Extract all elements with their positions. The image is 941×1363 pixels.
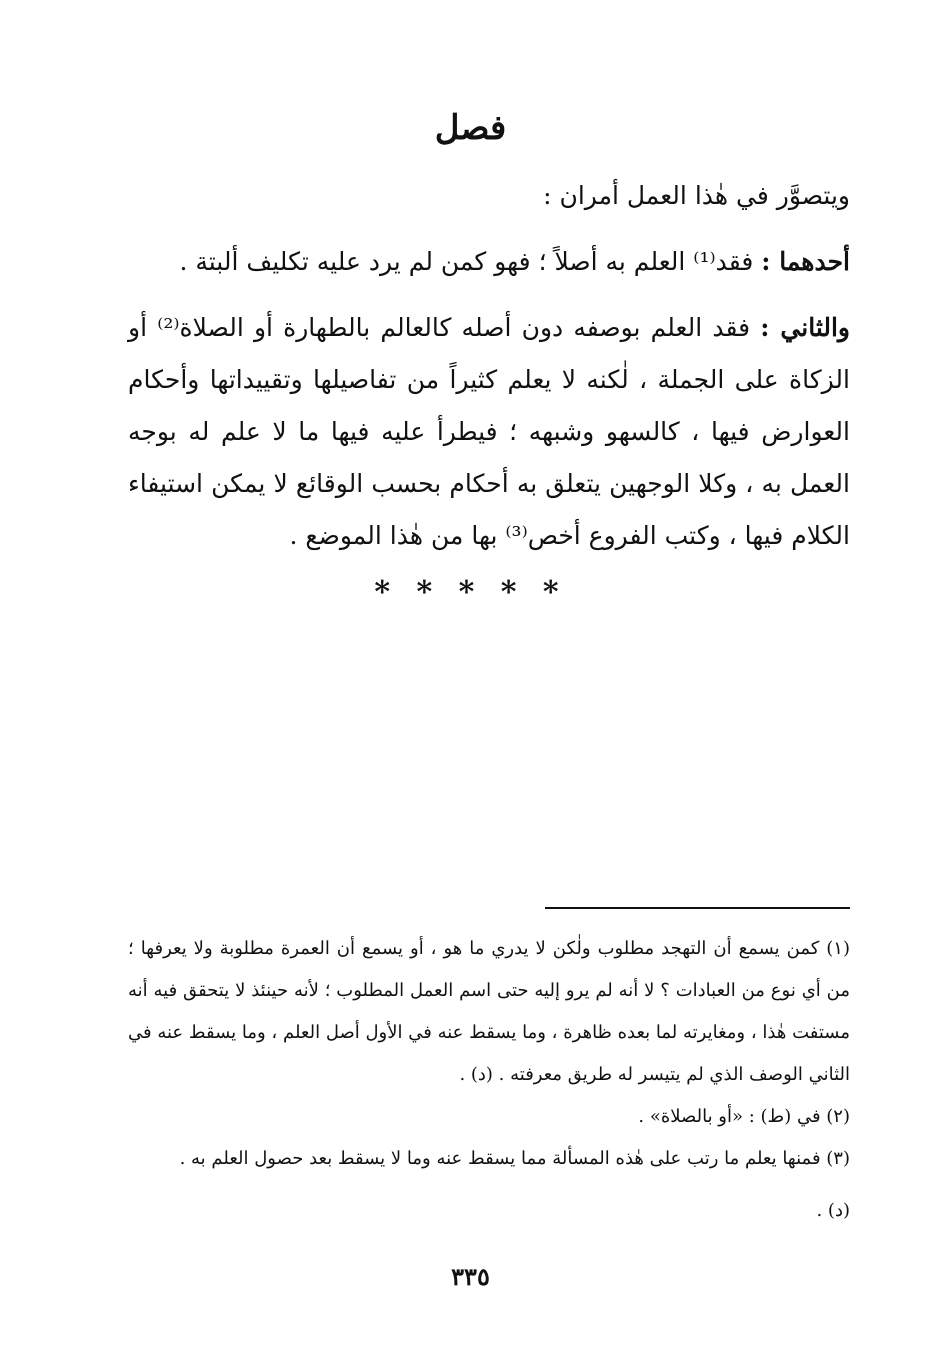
footnote-2: (٢) في (ط) : «أو بالصلاة» . [638,1106,850,1127]
second-matter-text: فقد العلم بوصفه دون أصله كالعالم بالطهارة أو الصلاة⁽²⁾ أو الزكاة على الجملة ، لٰكنه لا يعلم كثيراً من تفاصيلها وتقييداتها وأحكام العوارض فيها ، كالسهو وشبهه ؛ فيطرأ عليه فيها ما لا علم له بوجه العمل به ، وكلا الوجهين يتعلق به أحكام بحسب الوقائع لا يمكن استيفاء الكلام فيها ، وكتب الفروع أخص⁽³⁾ بها من هٰذا الموضع . [128,313,850,550]
page-number: ٣٣٥ [451,1262,490,1291]
second-matter-lead: والثاني : [760,313,850,342]
second-matter-paragraph [128,302,850,562]
intro-paragraph: ويتصوَّر في هٰذا العمل أمران : [543,181,850,210]
first-matter-lead: أحدهما : [761,247,850,276]
first-matter-text: فقد⁽¹⁾ العلم به أصلاً ؛ فهو كمن لم يرد عليه تكليف ألبتة . [179,247,762,276]
footnote-1: (١) كمن يسمع أن التهجد مطلوب ولٰكن لا يدري ما هو ، أو يسمع أن العمرة مطلوبة ولا يعرفها ؛ من أي نوع من العبادات ؟ لا أنه لم يرو إليه حتى اسم العمل المطلوب ؛ لأنه حينئذ لا يتحقق فيه أنه مستفت هٰذا ، ومغايرته لما بعده ظاهرة ، وما يسقط عنه في الأول أصل العلم ، وما يسقط عنه في الثاني الوصف الذي لم يتيسر له طريق معرفته . (د) . [128,938,850,1085]
main-text [128,170,850,576]
section-separator: * * * * * [374,575,567,610]
footnote-3: (٣) فمنها يعلم ما رتب على هٰذه المسألة مما يسقط عنه وما لا يسقط بعد حصول العلم به . [179,1148,850,1169]
footnotes [128,928,850,1232]
footnote-divider [545,907,850,909]
section-title: فصل [434,108,507,148]
footnote-3-source: (د) . [816,1200,850,1221]
first-matter-paragraph [128,236,850,288]
